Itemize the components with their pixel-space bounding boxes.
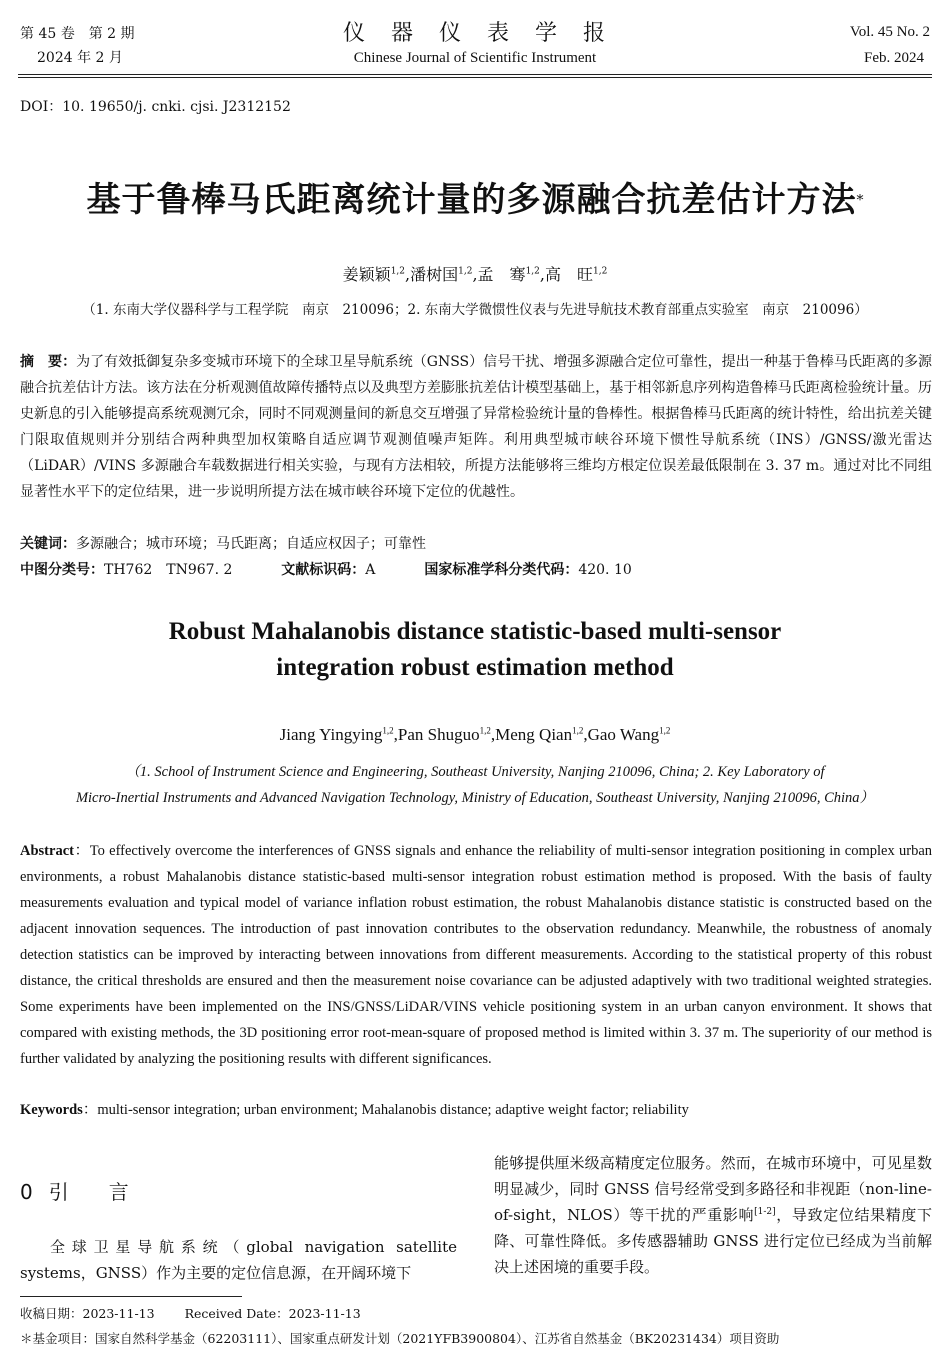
keywords-cn xyxy=(20,531,932,557)
doi: DOI：10. 19650/j. cnki. cjsi. J2312152 xyxy=(20,99,291,115)
intro-right-text-a: 能够提供厘米级高精度定位服务。然而，在城市环境中，可见星数明显减少，同时 GNSS 信号经常受到多路径和非视距（non-line-of-sight，NLOS）等干扰的严重影响 xyxy=(494,1154,932,1224)
std-value: 420. 10 xyxy=(578,562,632,578)
header-rule-2 xyxy=(18,77,932,78)
author-cn-name: 高 旺 xyxy=(544,265,593,284)
volume-issue: 第 45 卷 第 2 期 xyxy=(20,26,135,42)
abstract-cn xyxy=(20,349,932,505)
keywords-cn-text: 多源融合；城市环境；马氏距离；自适应权因子；可靠性 xyxy=(76,536,426,552)
affiliation-en-line-2: Micro-Inertial Instruments and Advanced Navigation Technology, Ministry of Education, Southeast University, Nanjing 210096, China） xyxy=(75,790,875,806)
keywords-en-label: Keywords xyxy=(20,1102,83,1118)
author-cn-name: 姜颖颖 xyxy=(342,265,391,284)
author-cn-affiliation-mark: 1,2 xyxy=(458,266,473,277)
authors-cn xyxy=(0,262,950,285)
author-en-affiliation-mark: 1,2 xyxy=(382,725,394,736)
author-cn-name: 潘树国 xyxy=(410,265,459,284)
title-footnote-mark: * xyxy=(856,192,864,209)
author-cn-affiliation-mark: 1,2 xyxy=(390,266,406,277)
keywords-en xyxy=(20,1097,932,1123)
journal-title-en: Chinese Journal of Scientific Instrument xyxy=(353,50,597,66)
received-en: Received Date：2023-11-13 xyxy=(184,1306,361,1321)
section-title: 引 言 xyxy=(48,1180,129,1204)
author-cn-separator: , xyxy=(405,265,411,284)
received-cn: 收稿日期：2023-11-13 xyxy=(20,1306,155,1321)
date-en: Feb. 2024 xyxy=(864,50,924,66)
keywords-cn-label: 关键词： xyxy=(20,536,76,552)
keywords-en-text: multi-sensor integration; urban environment; Mahalanobis distance; adaptive weight factor; reliability xyxy=(97,1102,689,1118)
header-rule xyxy=(18,74,932,75)
author-en-name: Gao Wang xyxy=(587,725,660,744)
volume-en: Vol. 45 No. 2 xyxy=(849,24,930,40)
intro-right-text-b: ，导致定位结果精度下降、可靠性降低。多传感器辅助 GNSS 进行定位已经成为当前解决上述困境的重要手段。 xyxy=(494,1206,932,1276)
author-cn-separator: , xyxy=(539,265,545,284)
author-en-name: Jiang Yingying xyxy=(279,725,383,744)
author-en-affiliation-mark: 1,2 xyxy=(479,725,491,736)
author-cn-affiliation-mark: 1,2 xyxy=(593,266,608,277)
abstract-en xyxy=(20,838,932,1072)
abstract-en-text: To effectively overcome the interferences of GNSS signals and enhance the reliability of multi-sensor integration positioning in complex urban environments, a robust Mahalanobis distance statistic-based multi-sensor integration robust estimation method is proposed. With the basis of faulty measurements evaluation and typical model of variance inflation robust estimation, the robust Mahalanobis distance statistic is constructed based on the adjacent innovation sequences. The introduction of past innovation contributes to the observation redundancy. Meanwhile, the robustness of anomaly detection statistics can be improved by interacting between innovations from different measurements. According to the statistical property of this robust distance, the critical thresholds are ensured and then the measurement noise covariance can be adjusted adaptively with two traditional weighted strategies. Some experiments have been implemented on the INS/GNSS/LiDAR/VINS vehicle positioning system in an urban canyon environment. It shows that compared with existing methods, the 3D positioning error root-mean-square of proposed method is limited within 3. 37 m. The superiority of our method is further validated by analyzing the positioning results with different significances. xyxy=(20,843,933,1067)
author-en-name: Pan Shuguo xyxy=(397,725,480,744)
author-en-separator: , xyxy=(490,725,496,744)
intro-right-column xyxy=(494,1150,932,1280)
author-en-separator: , xyxy=(583,725,588,744)
footnote-rule xyxy=(20,1296,242,1297)
title-cn-block xyxy=(0,172,950,221)
abstract-en-sep: ： xyxy=(73,843,90,859)
journal-title-cn: 仪 器 仪 表 学 报 xyxy=(342,21,607,46)
std-label: 国家标准学科分类代码： xyxy=(424,562,579,578)
doc-label: 文献标识码： xyxy=(281,562,366,578)
keywords-en-sep: ： xyxy=(82,1102,98,1118)
author-cn-separator: , xyxy=(472,265,478,284)
paper-title-en-line-2: integration robust estimation method xyxy=(276,654,674,681)
author-cn-name: 孟 骞 xyxy=(477,265,526,284)
authors-en xyxy=(0,725,950,745)
doc-value: A xyxy=(365,562,376,578)
abstract-cn-label: 摘 要： xyxy=(20,354,77,370)
author-en-name: Meng Qian xyxy=(495,725,573,744)
author-en-affiliation-mark: 1,2 xyxy=(572,725,584,736)
received-date xyxy=(20,1304,361,1322)
affiliation-cn: （1. 东南大学仪器科学与工程学院 南京 210096；2. 东南大学微惯性仪表与先进导航技术教育部重点实验室 南京 210096） xyxy=(82,302,868,318)
intro-left-column: 全球卫星导航系统（global navigation satellite systems，GNSS）作为主要的定位信息源，在开阔环境下 xyxy=(20,1238,457,1282)
abstract-en-label: Abstract xyxy=(20,843,74,859)
paper-title-en-line-1: Robust Mahalanobis distance statistic-based multi-sensor xyxy=(168,618,782,645)
issue-date-cn: 2024 年 2 月 xyxy=(37,50,123,66)
clc-value: TH762 TN967. 2 xyxy=(104,562,233,578)
author-cn-affiliation-mark: 1,2 xyxy=(525,266,540,277)
section-heading xyxy=(20,1176,129,1205)
clc-label: 中图分类号： xyxy=(20,562,104,578)
paper-title-cn: 基于鲁棒马氏距离统计量的多源融合抗差估计方法 xyxy=(86,180,857,220)
citation-ref: [1-2] xyxy=(754,1207,776,1217)
author-en-affiliation-mark: 1,2 xyxy=(659,725,671,736)
author-en-separator: , xyxy=(393,725,398,744)
classification xyxy=(20,557,632,583)
fund-note: ＊基金项目：国家自然科学基金（62203111）、国家重点研发计划（2021YFB3900804）、江苏省自然基金（BK20231434）项目资助 xyxy=(20,1331,780,1346)
affiliation-en-line-1: （1. School of Instrument Science and Engineering, Southeast University, Nanjing 210096, China; 2. Key Laboratory of xyxy=(125,764,825,780)
section-number: 0 xyxy=(20,1180,33,1204)
abstract-cn-text: 为了有效抵御复杂多变城市环境下的全球卫星导航系统（GNSS）信号干扰、增强多源融合定位可靠性，提出一种基于鲁棒马氏距离的多源融合抗差估计方法。该方法在分析观测值故障传播特点以及典型方差膨胀抗差估计模型基础上，基于相邻新息序列构造鲁棒马氏距离检验统计量。历史新息的引入能够提高系统观测冗余，同时不同观测量间的新息交互增强了异常检验统计量的鲁棒性。根据鲁棒马氏距离的统计特性，给出抗差关键门限取值规则并分别结合两种典型加权策略自适应调节观测值噪声矩阵。利用典型城市峡谷环境下惯性导航系统（INS）/GNSS/激光雷达（LiDAR）/VINS 多源融合车载数据进行相关实验，与现有方法相较，所提方法能够将三维均方根定位误差最低限制在 3. 37 m。通过对比不同组显著性水平下的定位结果，进一步说明所提方法在城市峡谷环境下定位的优越性。 xyxy=(20,354,932,500)
